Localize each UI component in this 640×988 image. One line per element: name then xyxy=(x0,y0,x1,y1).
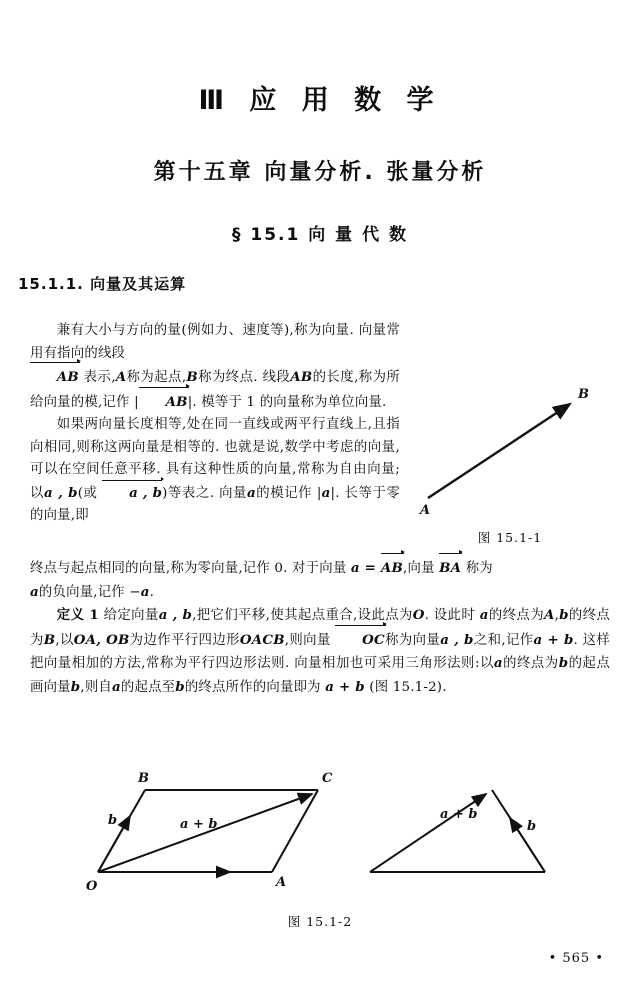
section-title: § 15.1 向 量 代 数 xyxy=(231,225,409,245)
segment-AB: AB xyxy=(290,369,313,385)
svg-text:b: b xyxy=(108,813,118,828)
p4-text-ac: 的起点画向量 xyxy=(30,656,610,695)
vector-OC: OC xyxy=(335,628,385,652)
point-B-2: B xyxy=(43,631,56,648)
p2-text-c: (或 xyxy=(77,485,98,501)
part-title: Ⅲ 应 用 数 学 xyxy=(198,85,442,116)
vector-a-3: a xyxy=(30,583,39,600)
p1-text-l: |. 模等于 1 的向量称为单位向量. xyxy=(187,394,387,410)
p2-text-i: |. 长等于零的向量,即 xyxy=(30,485,401,523)
svg-text:B: B xyxy=(138,771,149,786)
vectors-a-b-3: a , b xyxy=(440,631,474,648)
p4-text-j: , xyxy=(554,608,560,623)
svg-text:A: A xyxy=(276,875,287,890)
p1-text-a: 兼有大小与方向的量(例如力、速度等),称为向量. xyxy=(56,323,354,338)
svg-text:A: A xyxy=(420,503,431,518)
vector-a-4: a xyxy=(140,583,150,600)
figure-15-1-1-caption: 图 15.1-1 xyxy=(477,530,543,545)
p4-text-ag: 的起点至 xyxy=(120,679,176,695)
p1-text-g: 称为终点. 线段 xyxy=(197,370,291,385)
svg-text:a + b: a + b xyxy=(440,807,478,822)
point-A-2: A xyxy=(544,607,555,623)
p4-text-n: ,以 xyxy=(55,632,74,648)
p4-text-ai: 的终点所作的向量即为 xyxy=(184,679,321,695)
subsection-title: 15.1.1. 向量及其运算 xyxy=(18,275,187,293)
p3-text-g: 的负向量,记作 − xyxy=(38,584,141,600)
p2-text-g: 的模记作 | xyxy=(255,485,322,501)
point-O-1: O xyxy=(412,607,425,623)
definition-label: 定义 1 xyxy=(56,607,99,623)
p4-text-x: . 这样把向量相加的方法,常称为平行四边形法则. xyxy=(30,632,610,671)
paragraph-4 xyxy=(30,604,610,699)
p4-text-v: 之和,记作 xyxy=(473,632,534,648)
figure-15-1-1-graphic xyxy=(410,380,610,520)
p3-text-e: 称为 xyxy=(465,561,493,576)
a-equals-vector-AB: a = AB xyxy=(351,560,403,576)
svg-text:b: b xyxy=(527,819,537,834)
p4-text-r: ,则向量 xyxy=(284,632,331,648)
vectors-a-b: a , b xyxy=(43,484,78,501)
parallelogram-OACB: OACB xyxy=(239,631,285,648)
sum-a-plus-b-1: a + b xyxy=(533,631,574,648)
paragraph-2 xyxy=(30,414,400,528)
p2-text-e: )等表之. 向量 xyxy=(162,485,248,501)
segments-OA-OB: OA, OB xyxy=(73,631,130,648)
p1-text-j: | xyxy=(134,394,139,410)
svg-text:C: C xyxy=(322,771,333,786)
p4-text-aa: 的终点为 xyxy=(502,656,559,671)
vector-a-6: a xyxy=(493,655,503,671)
vector-AB-3: AB xyxy=(381,556,403,580)
vector-b-4: b xyxy=(175,678,185,695)
figure-15-1-1 xyxy=(410,380,610,545)
p4-text-h: 的终点为 xyxy=(488,608,544,623)
paragraph-1 xyxy=(30,320,400,528)
vector-AB-2: AB xyxy=(139,390,188,414)
figure-15-1-2-graphic xyxy=(40,768,600,898)
p1-text-c: 表示, xyxy=(83,370,116,385)
p2-text-a: 如果两向量长度相等,处在同一直线或两平行直线上,且指向相同,则称这两向量是相等的. 也就是说,数学中考虑的向量,可以在空间任意平移. 具有这种性质的向量,常称为自由向量;以 xyxy=(30,417,400,501)
chapter-title: 第十五章 向量分析. 张量分析 xyxy=(153,160,487,185)
vector-a-5: a xyxy=(479,607,489,623)
vector-BA: BA xyxy=(439,556,461,580)
p4-text-y: 向量相加也可采用三角形法则:以 xyxy=(294,656,494,671)
vectors-a-b-arrow: a , b xyxy=(102,482,162,505)
vector-b-3: b xyxy=(70,678,81,695)
p1-text-i: 的长度,称为所给向量的模,记作 xyxy=(30,370,401,410)
p3-text-a: 终点与起点相同的向量,称为零向量,记作 0. 对于向量 xyxy=(30,561,347,576)
point-A-1: A xyxy=(115,369,127,385)
paragraph-3 xyxy=(30,556,610,699)
vector-AB-1: AB xyxy=(30,365,79,389)
p4-text-b: 给定向量 xyxy=(103,608,159,623)
p4-text-t: 称为向量 xyxy=(384,632,441,648)
p1-text-b: 向量常用有指向的线段 xyxy=(30,323,400,361)
vector-a-2: a xyxy=(321,484,331,501)
vector-a-1: a xyxy=(247,484,256,501)
vector-b-2: b xyxy=(558,655,569,671)
p1-text-e: 称为起点, xyxy=(126,370,187,385)
svg-text:a + b: a + b xyxy=(180,817,218,832)
vector-a-7: a xyxy=(112,678,121,695)
p4-text-ae: ,则自 xyxy=(80,679,112,695)
point-B-1: B xyxy=(186,369,198,385)
sum-a-plus-b-2: a + b xyxy=(325,678,365,695)
page-number: • 565 • xyxy=(548,951,604,966)
svg-text:O: O xyxy=(86,879,98,894)
p4-text-ak: (图 15.1-2). xyxy=(369,679,447,695)
svg-text:B: B xyxy=(578,387,589,402)
p3-text-c: ,向量 xyxy=(403,561,435,576)
p4-text-d: ,把它们平移,使其起点重合,设此点为 xyxy=(192,608,413,623)
p3-text-i: . xyxy=(149,584,155,600)
figure-15-1-2-caption: 图 15.1-2 xyxy=(287,914,353,929)
p4-text-p: 为边作平行四边形 xyxy=(129,632,240,648)
figure-15-1-2 xyxy=(40,768,600,929)
p4-text-l: 的终点为 xyxy=(30,608,610,648)
vector-b-1: b xyxy=(559,607,569,623)
vectors-a-b-2: a , b xyxy=(158,607,193,623)
p4-text-f: . 设此时 xyxy=(424,608,476,623)
